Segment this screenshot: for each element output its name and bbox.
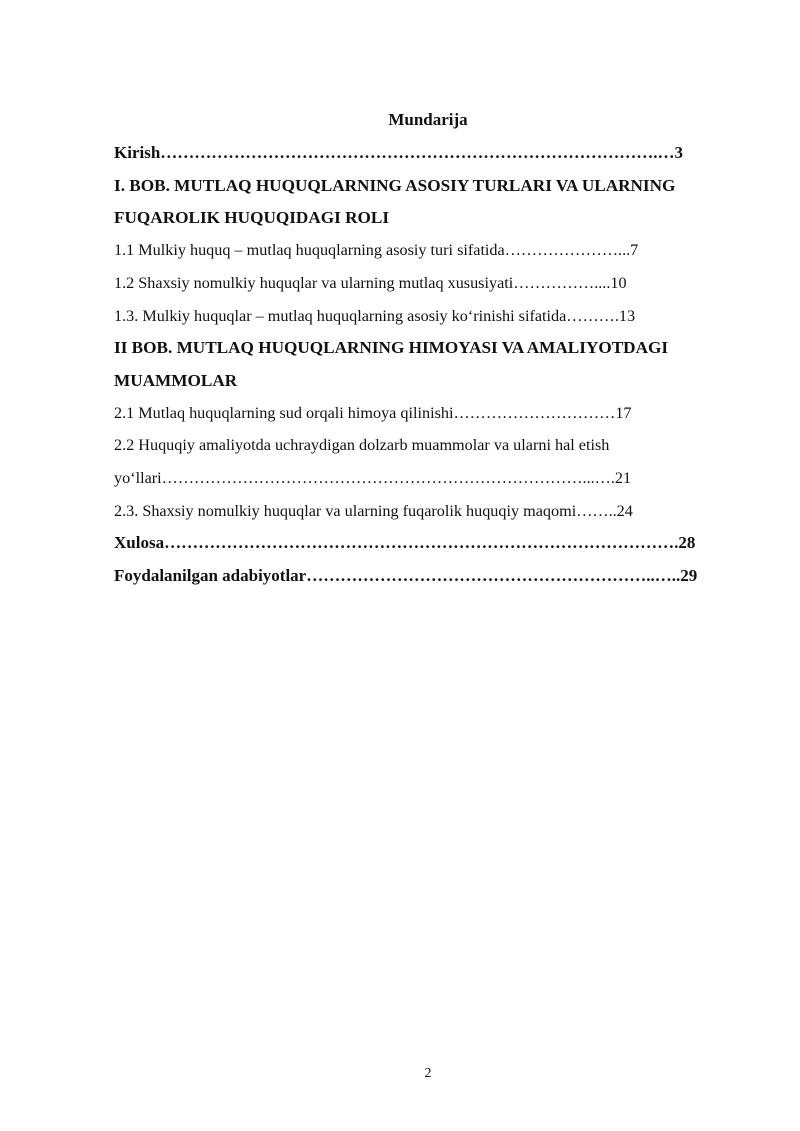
toc-entry-kirish: Kirish…………………………………………………………………………….…3 [114, 143, 684, 162]
toc-entry-2-2: 2.2 Huquqiy amaliyotda uchraydigan dolzarb muammolar va ularni hal etish [114, 436, 610, 454]
toc-entry-1-1: 1.1 Mulkiy huquq – mutlaq huquqlarning asosiy turi sifatida…………………...7 [114, 241, 639, 259]
toc-entry-2-2-cont: yoʻllari……………………………………………………………………...….21 [114, 469, 632, 487]
toc-chapter-1-heading-cont: FUQAROLIK HUQUQIDAGI ROLI [114, 208, 390, 227]
page-number: 2 [424, 1066, 432, 1081]
toc-entry-adabiyotlar: Foydalanilgan adabiyotlar……………………………………………………..…..29 [114, 566, 698, 585]
toc-entry-xulosa: Xulosa……………………………………………………………………………….28 [114, 533, 696, 552]
toc-chapter-1-heading: I. BOB. MUTLAQ HUQUQLARNING ASOSIY TURLARI VA ULARNING [114, 176, 676, 195]
toc-entry-2-3: 2.3. Shaxsiy nomulkiy huquqlar va ularning fuqarolik huquqiy maqomi……..24 [114, 502, 633, 520]
toc-title: Mundarija [388, 110, 468, 129]
toc-entry-1-2: 1.2 Shaxsiy nomulkiy huquqlar va ularning mutlaq xususiyati……………....10 [114, 274, 627, 292]
toc-chapter-2-heading: II BOB. MUTLAQ HUQUQLARNING HIMOYASI VA AMALIYOTDAGI [114, 338, 669, 357]
toc-chapter-2-heading-cont: MUAMMOLAR [114, 371, 238, 390]
toc-entry-1-3: 1.3. Mulkiy huquqlar – mutlaq huquqlarning asosiy koʻrinishi sifatida……….13 [114, 307, 636, 325]
toc-entry-2-1: 2.1 Mutlaq huquqlarning sud orqali himoya qilinishi…………………………17 [114, 404, 632, 422]
